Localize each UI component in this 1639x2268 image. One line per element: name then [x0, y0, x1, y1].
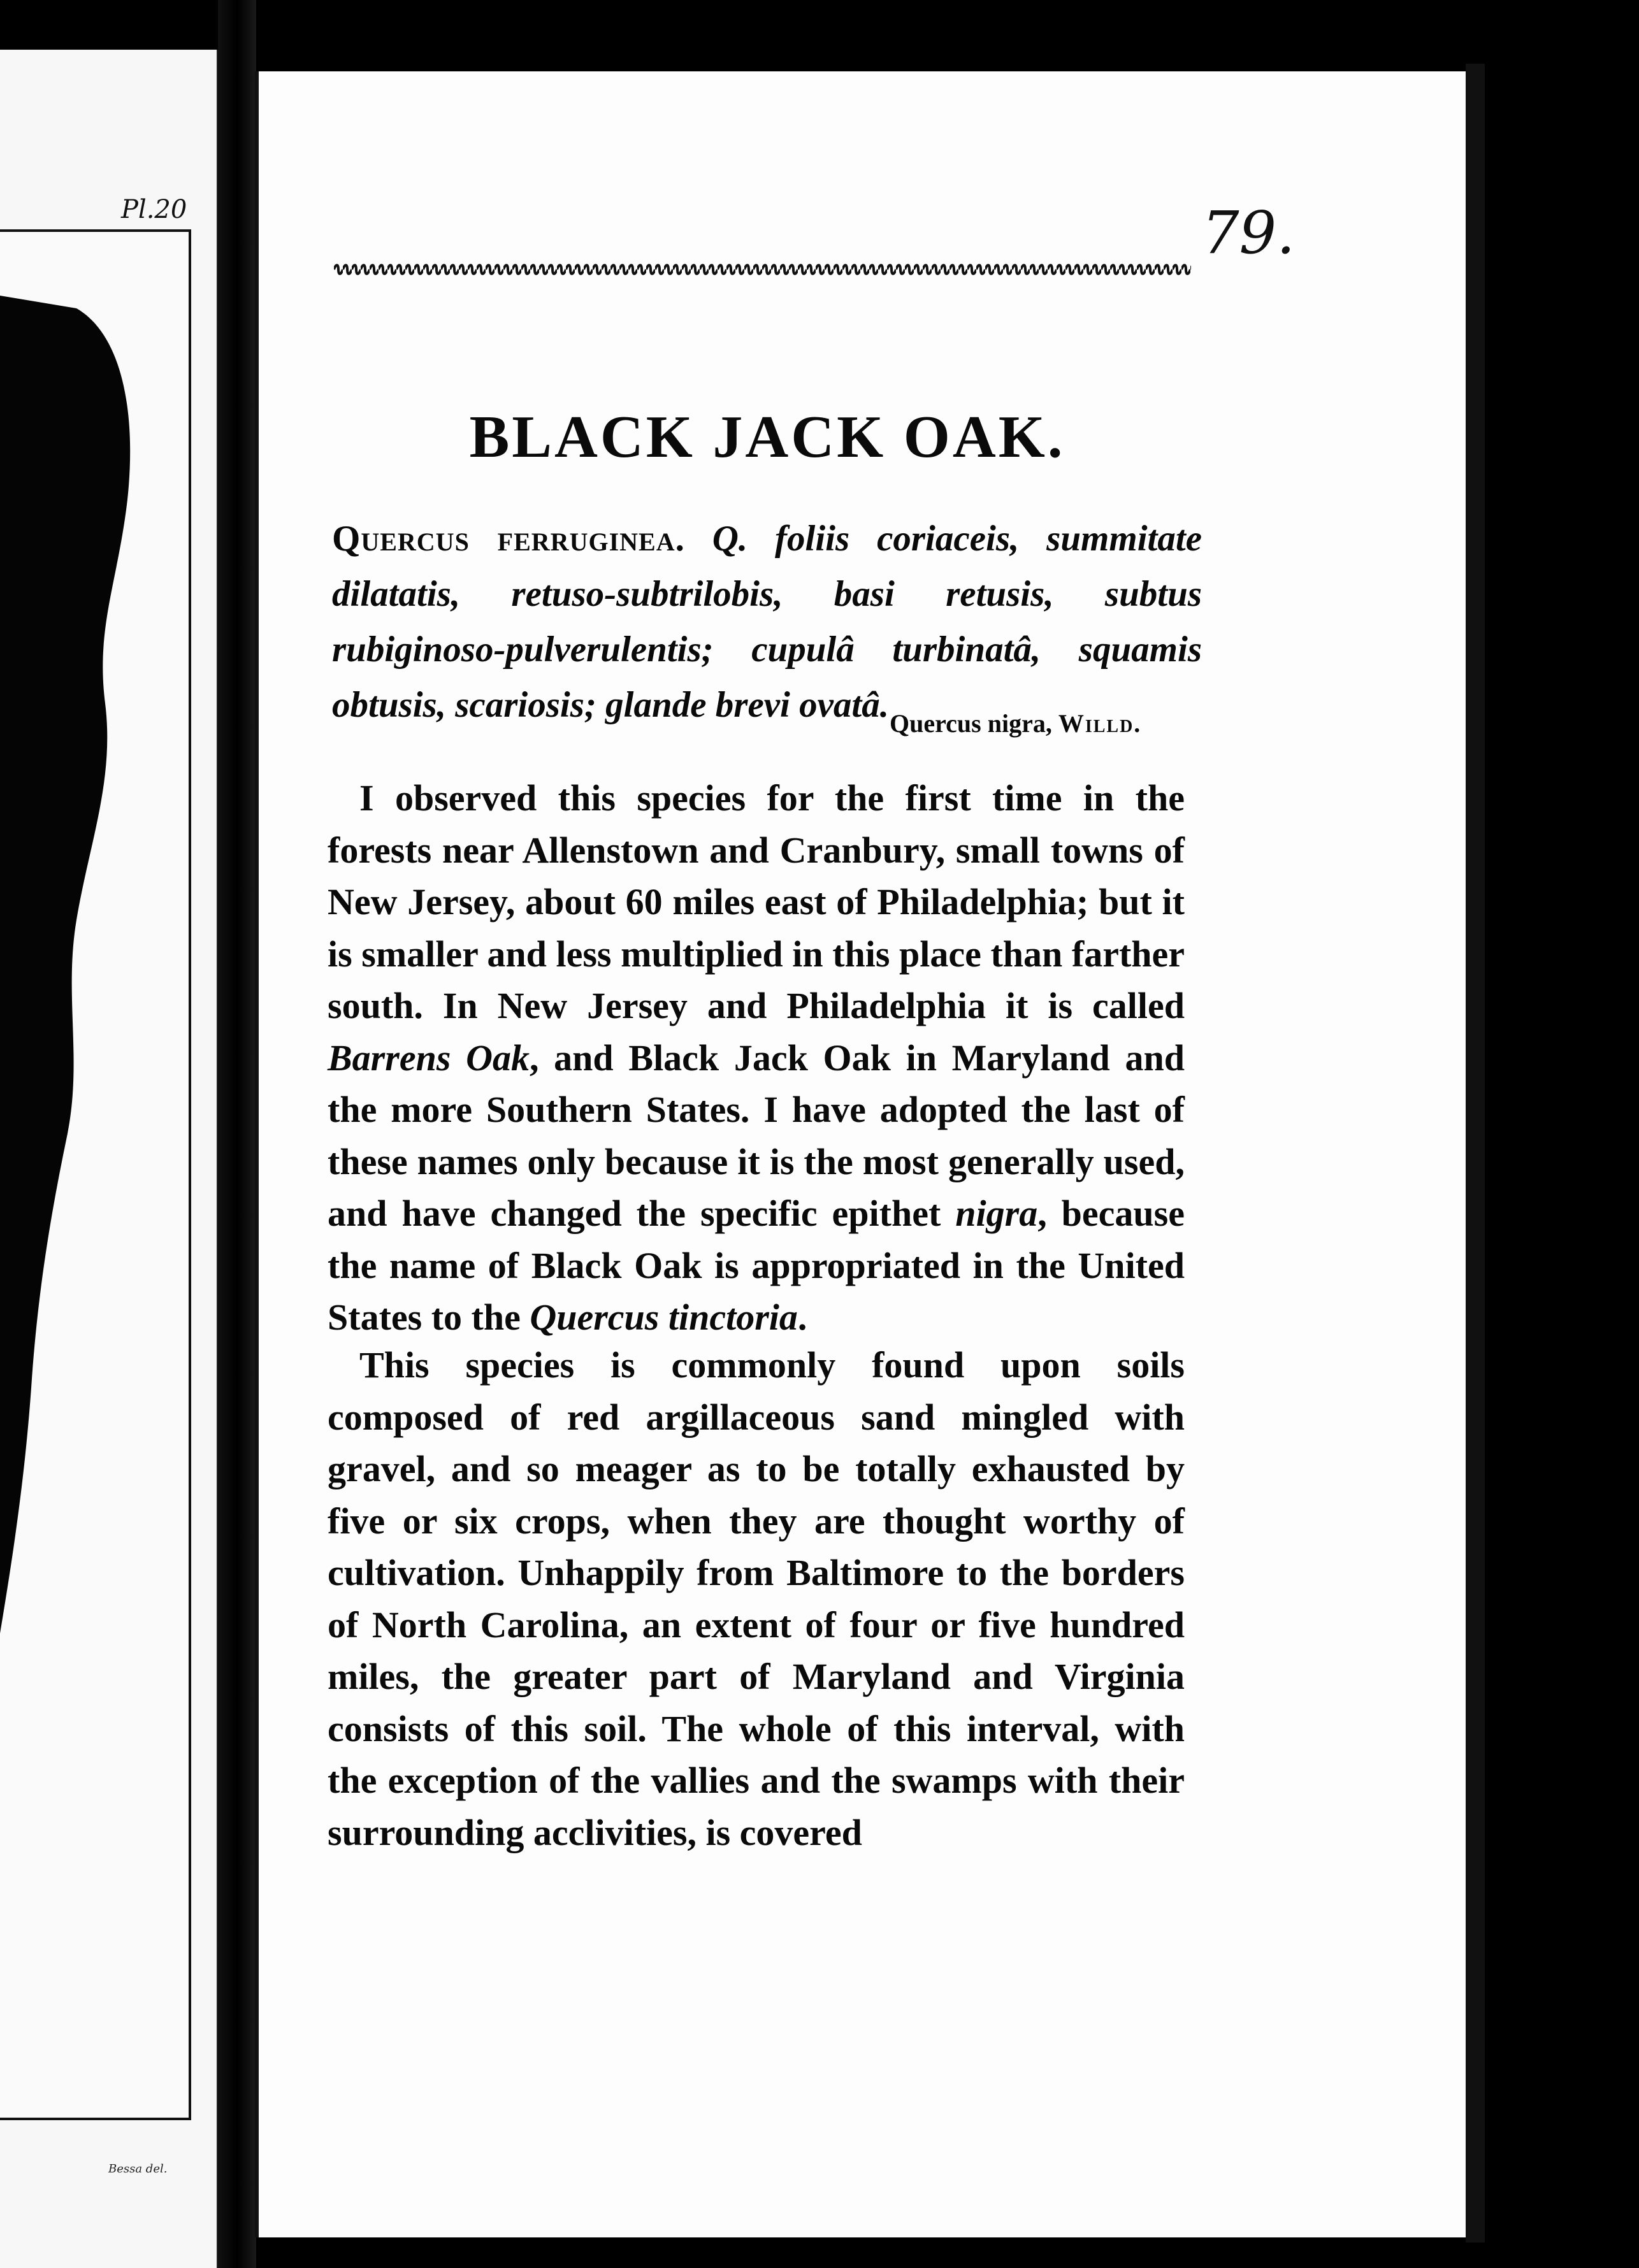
paragraph-1-italic-b: nigra	[955, 1193, 1038, 1234]
page-edge	[1466, 64, 1485, 2243]
ornamental-rule	[334, 262, 1191, 276]
synonym-citation	[890, 708, 1141, 738]
paragraph-1-text-b: , and Black Jack Oak in Maryland and the more Southern States. I have adopted the last of these names only because it is the most generally used, and have changed the specific epithet	[328, 1037, 1185, 1234]
paragraph-1-text-a: I observed this species for the first time in the forests near Allenstown and Cranbury, small towns of New Jersey, about 60 miles east of Philadelphia; but it is smaller and less multiplied in this place than farther south. In New Jersey and Philadelphia it is called	[328, 777, 1185, 1026]
page-number: 79.	[1202, 199, 1296, 267]
paragraph-1-text-c: , because the name of Black Oak is appropriated in the United States to the	[328, 1193, 1185, 1338]
synonym-author: Willd.	[1058, 709, 1142, 738]
latin-species-name: Quercus ferruginea.	[332, 519, 685, 559]
paragraph-1-italic-a: Barrens Oak	[328, 1037, 530, 1079]
plate-number: Pl.20	[121, 195, 187, 224]
paragraph-1-text-d: .	[797, 1296, 807, 1338]
plate-silhouette	[0, 296, 130, 1633]
synonym-name: Quercus nigra,	[890, 709, 1058, 738]
left-page	[0, 50, 218, 2268]
book-gutter	[218, 0, 256, 2268]
plate-frame	[0, 229, 191, 2120]
paragraph-1	[328, 772, 1185, 1344]
text-page	[255, 71, 1469, 2237]
plate-illustration	[0, 296, 140, 1633]
paragraph-2: This species is commonly found upon soils composed of red argillaceous sand mingled with gravel, and so meager as to be totally exhausted by five or six crops, when they are thought worthy of cultivation. Unhappily from Baltimore to the borders of North Carolina, an extent of four or five hundred miles, the greater part of Maryland and Virginia consists of this soil. The whole of this interval, with the exception of the vallies and the swamps with their surrounding acclivities, is covered	[328, 1344, 1185, 1853]
plate-credit: Bessa del.	[108, 2162, 168, 2176]
latin-diagnosis: Q. foliis coriaceis, summitate dilatatis, retuso-subtrilobis, basi retusis, subtus rubiginoso-pulverulentis; cupulâ turbinatâ, squamis obtusis, scariosis; glande brevi ovatâ.	[332, 519, 1202, 725]
page-title: BLACK JACK OAK.	[469, 404, 1065, 470]
latin-description	[332, 511, 1202, 733]
paragraph-1-italic-c: Quercus tinctoria	[530, 1296, 798, 1338]
